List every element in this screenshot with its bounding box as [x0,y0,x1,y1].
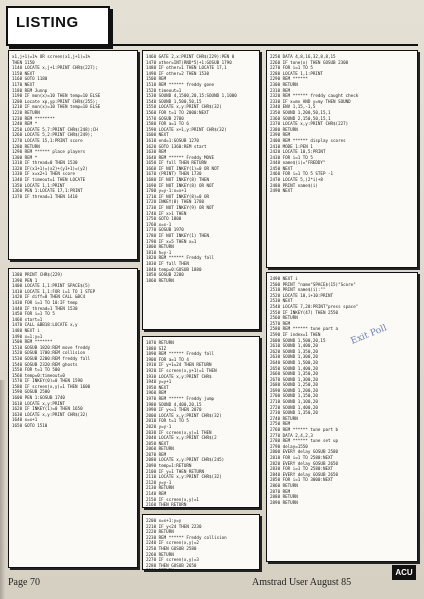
listing-panel-3 [142,50,260,330]
listing-panel-2 [8,268,138,568]
listing-panel-1 [8,50,138,260]
listing-panel-4 [142,336,260,508]
listing-code-1: x1,j+1)=1% OR screen(x1,j+1)=1% THEN 1150 1140 LOCATE x,j+1:PRINT CHR$(227); 1150 NEXT 1160 GOTO 1180 1170 NEXT 1180 REM Junnp 1190 IF mon(x)=10 THEN temp=10 ELSE 1200 Locate xp,yp:PRINT CHR$(255); 1210 IF mon(x)=10 THEN temp=10 ELSE 1220 RETURN 1230 REM ******** 1240 REM * 1250 LOCATE 5,7:PRINT CHR$(248);CH 1260 LOCATE 5,2:PRINT CHR$(249); 1270 LOCATE 15,1:PRINT score 1280 RETURN 1290 REM ****** place players 1300 REM * 1310 IF thread=0 THEN 1530 1320 IF(x1+1)=(x2)+(y1+1)=(y2) 1330 IF x=x2+1 THEN score 1340 IF timeout=1 THEN LOCATE 1350 LOCATE 1,1:PRINT 1360 PEN 1:LOCATE 17,1:PRINT 1370 IF thread=1 THEN 1410 [12,54,101,199]
magazine-issue: Amstrad User August 85 [252,577,352,588]
listing-code-5: 2200 x=x+1:y=y 2210 IF y<24 THEN 2230 2220 RETURN 2230 REM ****** Freddy collision 2240 IF screen(x,y)=2 2250 THEN GOSUB 2580 2260 RETURN 2270 IF screen(x,y)=3 2280 THEN GOSUB 2650 [146,518,227,568]
header-rule [6,44,418,46]
listing-code-6: 2250 DATA 4,8,16,32,8,8,15 2260 IF tone(x) THEN GOSUB 2300 2270 FOR i=1 TO 5 2280 LOCATE 1,1:PRINT 2290 REM ****** 2300 RETURN 2310 REM 2320 REM ****** freddy caught check 2330 IF x=mx AND y=my THEN SOUND 2340 ENV 1,15,-1,5 2350 SOUND 1,200,50,15,1 2360 SOUND 2,150,50,15,1 2370 LOCATE x,y:PRINT CHR$(227) 2380 RETURN 2390 REM 2400 REM ****** display scores 2410 MODE 1:PEN 1 2420 LOCATE 10,5:PRINT 2430 FOR i=1 TO 5 2440 name$(i)="FREDDY" 2450 NEXT 2460 FOR i=1 TO 5 STEP -1 2470 LOCATE 5,(2*i)+8 2480 PRINT name$(i) 2490 NEXT [270,54,359,194]
acu-logo: ACU [392,565,416,580]
page-binding-shadow [0,380,5,599]
listing-panel-6 [266,50,418,268]
section-title: LISTING [16,14,79,31]
section-header [6,6,110,46]
listing-code-2: 1380 PRINT CHR$(229) 1390 PEN 1 1400 LOCATE 1,1:PRINT SPACE$(5) 1410 LOCATE 1,1:FOR i=1 TO 1 STEP 1420 IF diff=0 THEN CALL &BC4 1430 FOR i=1 TO 10:IF temp 1440 IF thread=1 THEN 1530 1450 FOR i=1 TO 5 1460 start=1 1470 CALL &BB18:LOCATE x,y 1480 NEXT i 1490 x=1:y=1 1500 REM ******* 1510 GOSUB 1820:REM move freddy 1520 GOSUB 1700:REM collision 1530 GOSUB 2200:REM freddy fall 1540 GOSUB 2320:REM ghosts 1550 FOR t=1 TO 500 1560 temp=0:timeout=0 1570 IF INKEY(0)=0 THEN 1590 1580 IF screen(x,y)=1 THEN 1600 1590 GOSUB 2580 1600 PEN 1:GOSUB 1740 1610 LOCATE x,y:PRINT 1620 IF INKEY(1)=0 THEN 1650 1630 LOCATE x,y:PRINT CHR$(32) 1640 x=x+1 1650 GOTO 1510 [12,272,96,429]
listing-panel-7 [266,272,418,562]
listing-code-3: 1460 GATE 2,x:PRINT CHR$(229):PEN 0 1470 other=INT(RND*5)+1:GOSUB 1790 1480 IF other=1 THEN LOCATE 17,1 1490 IF other=2 THEN 1530 1500 REM 1510 REM ****** freddy gone 1520 timeout=1 1530 SOUND 4,1500,20,15:SOUND 1,1000 1540 SOUND 1,500,50,15 1550 LOCATE x,y:PRINT CHR$(32) 1560 FOR t=1 TO 2000:NEXT 1570 GOSUB 2780 1580 FOR a=1 TO 6 1590 LOCATE x+1,y:PRINT CHR$(32) 1600 NEXT 1610 end=1:GOSUB 1270 1620 GOTO 1360:REM start 1630 REM 1640 REM ****** Freddy MOVE 1650 IF fall THEN RETURN 1660 IF NOT INKEY(1)=0 OR NOT 1670 (PRINT) THEN 1730 1680 IF NOT INKEY(8) THEN 1690 IF NOT INKEY(8) OR NOT 1700 y=y-1:x=x+1 1710 IF NOT INKEY(8)=0 OR 1720 INKEY(8) THEN 1780 1730 IF NOT INKEY(9) OR NOT 1740 IF x>1 THEN 1750 GOTO 1800 1760 x=x-1 1770 GOSUB 1970 1780 IF NOT INKEY(1) THEN 1790 IF x=5 THEN x=1 1800 RETURN 1810 h=y-1 1820 REM ****** Freddy fall 1830 IF fall THEN 1840 temp=0:GOSUB 1880 1850 GOSUB 2280 1860 RETURN [146,54,237,283]
page-number: Page 70 [8,577,40,588]
listing-code-4: 1870 RETURN 1880 SIZ 1890 REM ****** Freddy fall 1900 FOR a=1 TO 4 1910 IF y+1=24 THEN RETURN 1920 IF screen(x,y+1)=1 THEN 1930 LOCATE x,y:PRINT CHR$ 1940 y=y+1 1950 NEXT 1960 REM 1970 REM ****** Freddy jump 1980 SOUND 4,400,20,15 1990 IF y<=1 THEN 2070 2000 LOCATE x,y:PRINT CHR$(32) 2010 FOR t=1 TO 5 2020 y=y-1 2030 IF screen(x,y)=1 THEN 2040 LOCATE x,y:PRINT CHR$(2 2050 NEXT 2060 RETURN 2070 REM 2080 LOCATE x,y:PRINT CHR$(245) 2090 temp=1:RETURN 2100 IF y=1 THEN RETURN 2110 LOCATE x,y:PRINT CHR$(32) 2120 y=y-1 2130 RETURN 2140 REM 2150 IF screen(x,y)=1 2160 THEN RETURN [146,340,225,508]
listing-code-7: 2490 NEXT i 2500 PRINT "name"SPACE$(15)"Score" 2510 PRINT name$(i):"" 2520 LOCATE 10,i+10:PRINT 2530 NEXT 2540 LOCATE 7,20:PRINT"press space" 2550 IF INKEY(47) THEN 2550 2560 RETURN 2570 REM 2580 REM ****** tune part a 2590 IF index=1 THEN 2600 SOUND 1,500,20,15 2610 SOUND 1,400,20 2620 SOUND 1,350,20 2630 SOUND 1,300,20 2640 SOUND 1,500,20 2650 SOUND 1,400,20 2660 SOUND 1,350,20 2670 SOUND 1,300,20 2680 SOUND 1,250,20 2690 SOUND 1,200,20 2700 SOUND 1,150,20 2710 SOUND 1,100,20 2720 SOUND 1,400,20 2730 SOUND 1,350,20 2740 RETURN 2750 REM 2760 REM ****** tune part b 2770 DATA 2,4,2,3 2780 REM ****** tune set up 2790 delay=1550 2800 EVERY delay GOSUB 2580 2810 FOR i=1 TO 2580:NEXT 2820 EVERY delay GOSUB 2650 2830 FOR i=1 TO 2580:NEXT 2840 EVERY delay GOSUB 2650 2850 FOR i=1 TO 3000:NEXT 2860 RETURN 2870 REM 2880 RETURN 2890 RETURN [270,276,359,505]
handwritten-stamp: Exit Poll [349,323,389,347]
listing-panel-5 [142,514,260,570]
